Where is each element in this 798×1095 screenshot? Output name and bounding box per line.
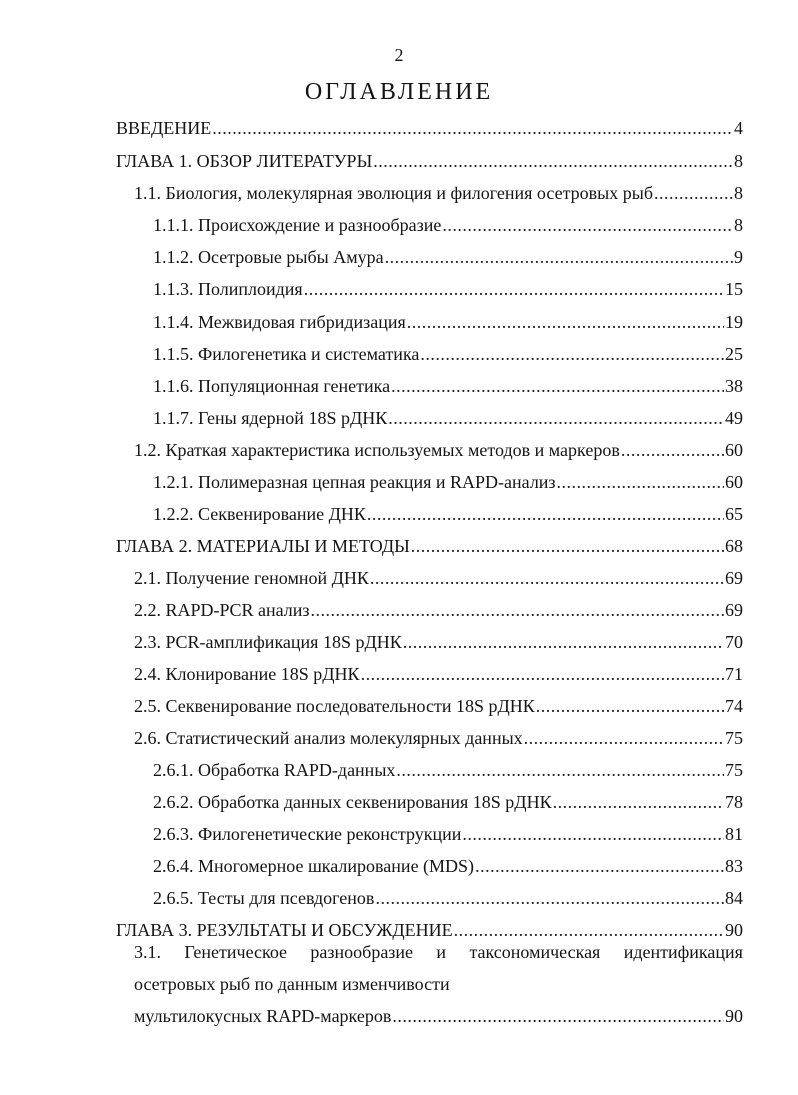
toc-entry-page: 15 [725, 279, 743, 299]
toc-entry-title: 1.1. Биология, молекулярная эволюция и филогения осетровых рыб [134, 183, 654, 203]
toc-entry-title: 1.1.2. Осетровые рыбы Амура [153, 247, 384, 267]
toc-entry-2-6-1 [153, 756, 743, 780]
toc-entry-title: 2.3. PCR-амплификация 18S рДНК [134, 632, 402, 652]
toc-entry-2-6-2 [153, 788, 743, 812]
toc-entry-1-1 [134, 179, 743, 203]
toc-entry-title: 1.2. Краткая характеристика используемых методов и маркеров [134, 440, 620, 460]
toc-entry-title: 2.6.4. Многомерное шкалирование (MDS) [153, 856, 475, 876]
dot-leader [462, 824, 724, 844]
toc-entry-page: 19 [725, 312, 743, 332]
toc-entry-page: 68 [725, 536, 743, 556]
toc-entry-1-2-2 [153, 500, 743, 524]
toc-entry-title: ГЛАВА 1. ОБЗОР ЛИТЕРАТУРЫ [116, 151, 373, 171]
dot-leader [442, 215, 733, 235]
toc-entry-page: 8 [734, 215, 743, 235]
toc-entry-title: 1.2.2. Секвенирование ДНК [153, 504, 366, 524]
dot-leader [403, 632, 724, 652]
dot-leader [536, 696, 724, 716]
dot-leader [654, 183, 733, 203]
toc-entry-title: ГЛАВА 2. МАТЕРИАЛЫ И МЕТОДЫ [116, 536, 410, 556]
toc-entry-title: 2.2. RAPD-PCR анализ [134, 600, 310, 620]
toc-entry-page: 84 [725, 888, 743, 908]
toc-entry-page: 75 [725, 728, 743, 748]
toc-entry-page: 8 [734, 151, 743, 171]
toc-entry-title: 2.4. Клонирование 18S рДНК [134, 664, 360, 684]
toc-entry-title: 2.6.1. Обработка RAPD-данных [153, 760, 396, 780]
toc-entry-2-3 [134, 628, 743, 652]
dot-leader [391, 376, 724, 396]
toc-entry-1-1-4 [153, 308, 743, 332]
toc-entry-1-2-1 [153, 468, 743, 492]
toc-entry-page: 74 [725, 696, 743, 716]
title-word: и [436, 942, 447, 962]
toc-entry-2-6 [134, 724, 743, 748]
toc-entry-title: 1.1.4. Межвидовая гибридизация [153, 312, 406, 332]
section-number: 3.1. [134, 942, 161, 962]
page-number: 2 [394, 45, 404, 65]
toc-entry-title: 1.1.6. Популяционная генетика [153, 376, 391, 396]
toc-entry-page: 60 [725, 472, 743, 492]
toc-entry-page: 69 [725, 568, 743, 588]
toc-entry-title: 2.6.3. Филогенетические реконструкции [153, 824, 462, 844]
dot-leader [621, 440, 724, 460]
toc-entry-page: 78 [725, 792, 743, 812]
dot-leader [385, 247, 733, 267]
toc-entry-3-1 [134, 936, 743, 1032]
dot-leader [411, 536, 724, 556]
dot-leader [475, 856, 724, 876]
toc-entry-2-6-4 [153, 852, 743, 876]
toc-entry-page: 69 [725, 600, 743, 620]
toc-entry-page: 71 [725, 664, 743, 684]
title-word: разнообразие [310, 942, 414, 962]
toc-entry-2-4 [134, 660, 743, 684]
toc-entry-1-1-2 [153, 243, 743, 267]
dot-leader [392, 1000, 724, 1032]
dot-leader [367, 504, 724, 524]
toc-entry-page: 9 [734, 247, 743, 267]
toc-entry-2-6-3 [153, 820, 743, 844]
dot-leader [361, 664, 724, 684]
toc-entry-page: 83 [725, 856, 743, 876]
toc-entry-title: 1.2.1. Полимеразная цепная реакция и RAPD-анализ [153, 472, 556, 492]
toc-entry-introduction [116, 114, 743, 138]
toc-entry-page: 25 [725, 344, 743, 364]
toc-entry-title: 2.6. Статистический анализ молекулярных данных [134, 728, 523, 748]
toc-entry-2-2 [134, 596, 743, 620]
toc-entry-page: 4 [734, 118, 743, 138]
dot-leader [524, 728, 724, 748]
toc-entry-title: 1.1.1. Происхождение и разнообразие [153, 215, 442, 235]
toc-entry-page: 70 [725, 632, 743, 652]
toc-entry-1-1-3 [153, 275, 743, 299]
toc-entry-title: ГЛАВА 3. РЕЗУЛЬТАТЫ И ОБСУЖДЕНИЕ [116, 920, 453, 940]
toc-entry-page: 49 [725, 408, 743, 428]
toc-entry-title: 1.1.5. Филогенетика и систематика [153, 344, 420, 364]
toc-entry-page: 38 [725, 376, 743, 396]
toc-entry-title: мультилокусных RAPD-маркеров [134, 1006, 392, 1026]
toc-entry-chapter-2 [116, 532, 743, 556]
toc-entry-3-1-line-1 [134, 936, 743, 968]
dot-leader [373, 151, 733, 171]
dot-leader [420, 344, 724, 364]
toc-entry-3-1-line-3 [134, 1000, 743, 1032]
toc-entry-2-6-5 [153, 884, 743, 908]
dot-leader [407, 312, 724, 332]
page-title: ОГЛАВЛЕНИЕ [304, 79, 494, 105]
toc-entry-1-2 [134, 436, 743, 460]
toc-entry-chapter-1 [116, 147, 743, 171]
dot-leader [375, 888, 724, 908]
toc-entry-title: 1.1.3. Полиплоидия [153, 279, 303, 299]
toc-entry-title: 2.6.5. Тесты для псевдогенов [153, 888, 375, 908]
dot-leader [212, 118, 733, 138]
toc-entry-title: 2.6.2. Обработка данных секвенирования 18S рДНК [153, 792, 552, 812]
toc-entry-page: 90 [725, 1006, 743, 1026]
toc-entry-title: ВВЕДЕНИЕ [116, 118, 212, 138]
toc-entry-1-1-1 [153, 211, 743, 235]
dot-leader [557, 472, 724, 492]
toc-entry-title: 2.5. Секвенирование последовательности 18S рДНК [134, 696, 535, 716]
dot-leader [311, 600, 724, 620]
toc-entry-2-1 [134, 564, 743, 588]
dot-leader [388, 408, 724, 428]
toc-entry-title: 1.1.7. Гены ядерной 18S рДНК [153, 408, 388, 428]
toc-entry-1-1-6 [153, 372, 743, 396]
toc-entry-1-1-5 [153, 340, 743, 364]
toc-entry-page: 90 [725, 920, 743, 940]
dot-leader [553, 792, 724, 812]
toc-entry-title: 2.1. Получение геномной ДНК [134, 568, 369, 588]
toc-entry-2-5 [134, 692, 743, 716]
toc-entry-3-1-line-2: осетровых рыб по данным изменчивости [134, 974, 450, 994]
toc-entry-page: 60 [725, 440, 743, 460]
toc-entry-page: 75 [725, 760, 743, 780]
dot-leader [396, 760, 724, 780]
dot-leader [304, 279, 724, 299]
toc-entry-page: 8 [734, 183, 743, 203]
toc-entry-1-1-7 [153, 404, 743, 428]
toc-entry-page: 81 [725, 824, 743, 844]
title-word: Генетическое [184, 942, 288, 962]
title-word: идентификация [623, 942, 743, 962]
title-word: таксономическая [469, 942, 601, 962]
toc-entry-page: 65 [725, 504, 743, 524]
dot-leader [370, 568, 724, 588]
